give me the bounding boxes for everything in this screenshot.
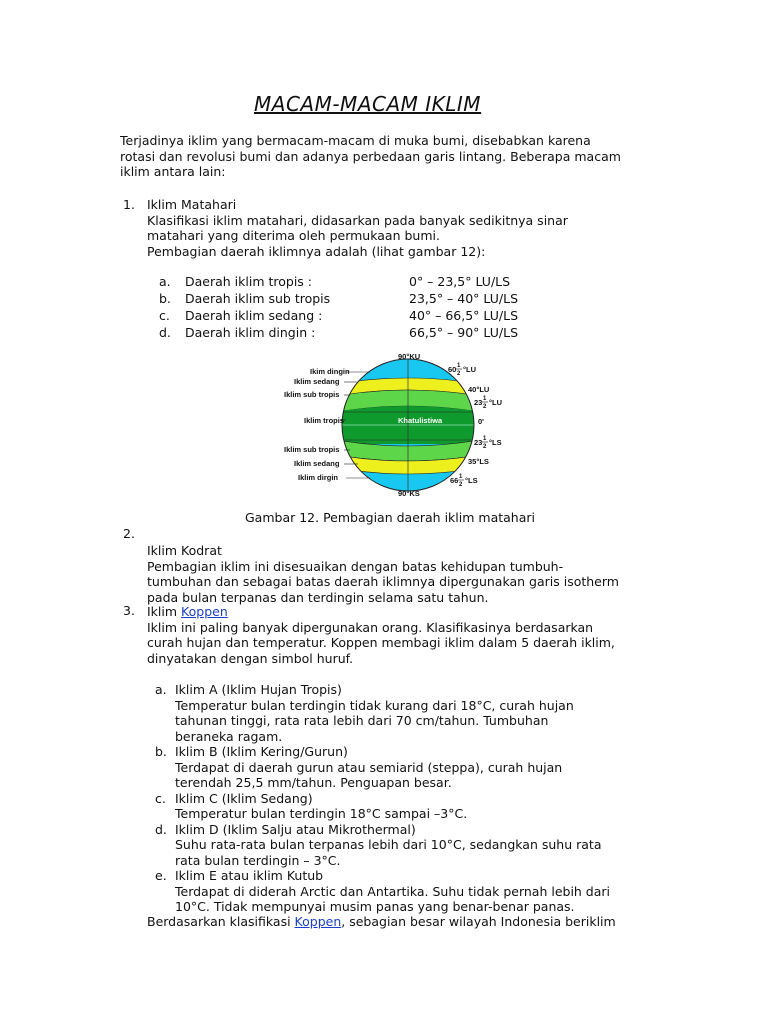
section-1-heading: Iklim Matahari (147, 197, 237, 212)
item-desc: Terdapat di diderah Arctic dan Antartika. Suhu tidak pernah lebih dari (175, 883, 611, 899)
lat-label-den: 2 (483, 444, 487, 450)
section-2-text: Pembagian iklim ini disesuaikan dengan batas kehidupan tumbuh- (147, 558, 564, 574)
north-pole-label: 90°KU (398, 352, 421, 361)
lat-label-den: 2 (457, 371, 461, 377)
zone-label: Ikim dingin (310, 367, 350, 376)
section-1 (147, 197, 568, 259)
climate-zone-figure (278, 350, 518, 498)
section-3-text: curah hujan dan temperatur. Koppen membagi iklim dalam 5 daerah iklim, (147, 635, 615, 650)
lat-label-num: 1 (483, 436, 487, 442)
equator-label: Khatulistiwa (398, 416, 443, 425)
item-letter: a. (155, 682, 167, 697)
item-letter: a. (159, 274, 171, 289)
closing-prefix: Berdasarkan klasifikasi (147, 914, 295, 929)
section-1-text: Klasifikasi iklim matahari, didasarkan pada banyak sedikitnya sinar (147, 212, 568, 228)
lat-label-whole: 66 (450, 476, 459, 485)
item-letter: c. (159, 308, 170, 323)
item-desc: rata bulan terdingin – 3°C. (175, 852, 341, 868)
list-item (155, 682, 610, 744)
item-desc: terendah 25,5 mm/tahun. Penguapan besar. (175, 775, 452, 790)
item-name: Daerah iklim sub tropis (185, 291, 331, 306)
koppen-link-closing[interactable]: Koppen (294, 914, 342, 929)
item-letter: d. (159, 325, 171, 340)
zone-label: Iklim tropis (304, 416, 345, 425)
item-desc: Temperatur bulan terdingin 18°C sampai –3°C. (175, 806, 468, 821)
section-3-text: dinyatakan dengan simbol huruf. (147, 650, 354, 666)
lat-label-unit: °LU (463, 365, 476, 374)
item-name: Daerah iklim tropis : (185, 274, 312, 289)
lat-label-whole: 60 (448, 365, 457, 374)
section-2-number: 2. (123, 526, 135, 541)
list-item (155, 868, 610, 915)
zone-label: Iklim sedang (294, 459, 340, 468)
closing-suffix: , sebagian besar wilayah Indonesia beriklim (341, 914, 616, 929)
lat-label: 40°LU (468, 385, 490, 394)
zone-label: Iklim dirgin (298, 473, 339, 482)
figure-caption: Gambar 12. Pembagian daerah iklim matahari (245, 510, 535, 525)
section-3-heading-prefix: Iklim (147, 604, 182, 619)
item-name: Iklim C (Iklim Sedang) (175, 790, 313, 806)
item-name: Daerah iklim sedang : (185, 308, 323, 323)
item-range: 0° – 23,5° LU/LS (409, 274, 511, 289)
item-name: Iklim A (Iklim Hujan Tropis) (175, 682, 342, 697)
item-name: Iklim E atau iklim Kutub (175, 868, 324, 883)
lat-label-den: 2 (483, 404, 487, 410)
section-1-text: matahari yang diterima oleh permukaan bumi. (147, 228, 440, 243)
list-item (155, 791, 610, 822)
lat-label: 35°LS (468, 457, 489, 466)
closing-line (147, 914, 616, 929)
koppen-list (155, 682, 610, 915)
lat-label-num: 1 (483, 396, 487, 402)
list-item (155, 744, 610, 791)
section-3-heading (147, 604, 615, 620)
koppen-link[interactable]: Koppen (181, 604, 228, 619)
item-desc: Temperatur bulan terdingin tidak kurang dari 18°C, curah hujan (175, 697, 574, 713)
item-desc: beraneka ragam. (175, 728, 283, 744)
item-letter: d. (155, 821, 167, 837)
item-range: 23,5° – 40° LU/LS (409, 291, 519, 306)
lat-label: 0' (478, 417, 484, 426)
item-name: Daerah iklim dingin : (185, 325, 316, 340)
item-letter: e. (155, 868, 167, 883)
lat-label-num: 1 (457, 363, 461, 369)
section-2-text: tumbuhan dan sebagai batas daerah iklimnya dipergunakan garis isotherm (147, 574, 619, 589)
section-3-text: Iklim ini paling banyak dipergunakan orang. Klasifikasinya berdasarkan (147, 619, 594, 635)
item-desc: Suhu rata-rata bulan terpanas lebih dari 10°C, sedangkan suhu rata (175, 837, 602, 852)
intro-line: iklim antara lain: (120, 164, 226, 179)
lat-label-num: 1 (459, 474, 463, 480)
lat-label-whole: 23 (474, 438, 483, 447)
south-pole-label: 90°KS (398, 489, 420, 498)
section-3 (147, 604, 615, 666)
zone-label: Iklim sub tropis (284, 445, 340, 454)
section-2-heading: Iklim Kodrat (147, 543, 222, 558)
intro-line: rotasi dan revolusi bumi dan adanya perbedaan garis lintang. Beberapa macam (120, 148, 621, 164)
section-3-number: 3. (123, 603, 135, 618)
item-letter: b. (155, 744, 167, 759)
intro-paragraph (120, 133, 621, 180)
list-item (155, 822, 610, 869)
lat-label-unit: °LS (465, 476, 478, 485)
item-letter: c. (155, 790, 166, 806)
lat-label-whole: 23 (474, 398, 483, 407)
item-letter: b. (159, 291, 171, 306)
section-2-text: pada bulan terpanas dan terdingin selama satu tahun. (147, 589, 489, 605)
item-desc: tahunan tinggi, rata rata lebih dari 70 cm/tahun. Tumbuhan (175, 713, 549, 728)
item-range: 40° – 66,5° LU/LS (409, 308, 519, 323)
lat-label-unit: °LS (489, 438, 502, 447)
section-2 (147, 543, 619, 605)
section-1-number: 1. (123, 197, 135, 212)
item-name: Iklim D (Iklim Salju atau Mikrothermal) (175, 821, 416, 837)
lat-label-den: 2 (459, 482, 463, 488)
item-desc: 10°C. Tidak mempunyai musim panas yang benar-benar panas. (175, 899, 575, 914)
zone-label: Iklim sub tropis (284, 390, 340, 399)
page-title: MACAM-MACAM IKLIM (254, 92, 482, 116)
lat-label-unit: °LU (489, 398, 502, 407)
zone-label: Iklim sedang (294, 377, 340, 386)
intro-line: Terjadinya iklim yang bermacam-macam di muka bumi, disebabkan karena (120, 133, 591, 148)
section-1-text: Pembagian daerah iklimnya adalah (lihat gambar 12): (147, 243, 486, 259)
item-range: 66,5° – 90° LU/LS (409, 325, 519, 340)
item-name: Iklim B (Iklim Kering/Gurun) (175, 744, 348, 759)
item-desc: Terdapat di daerah gurun atau semiarid (steppa), curah hujan (175, 759, 563, 775)
